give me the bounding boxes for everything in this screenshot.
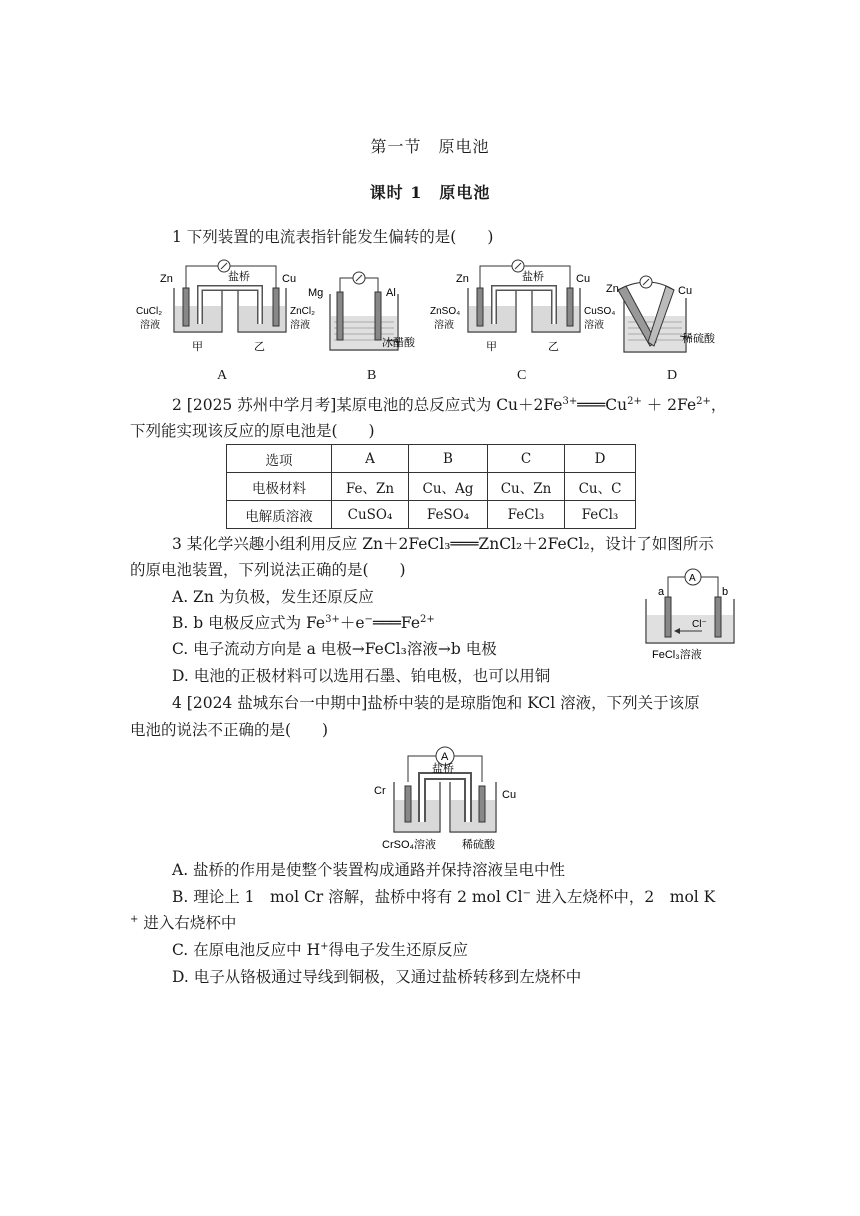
q1a-right-solution: ZnCl₂: [290, 306, 315, 317]
q1c-left-electrode: Zn: [456, 273, 469, 285]
q3-option-d: D. 电池的正极材料可以选用石墨、铂电极，也可以用铜: [172, 667, 551, 685]
q2-stem-line2: 下列能实现该反应的原电池是( ): [130, 422, 375, 440]
q4-stem-a: 盐桥中装的是琼脂饱和 KCl 溶液，下列关于该原: [367, 694, 700, 712]
q1a-right-solution-2: 溶液: [290, 320, 310, 331]
q1a-beaker-left: 甲: [192, 341, 203, 353]
q3-optb-a: B. b 电极反应式为 Fe: [172, 614, 326, 632]
q4-option-b: [172, 885, 715, 909]
q1c-beaker-right: 乙: [548, 341, 559, 353]
q4-optb-a: B. 理论上 1 mol Cr 溶解，盐桥中将有 2 mol Cl: [172, 888, 523, 906]
q2-options-table: [226, 444, 636, 529]
q4-optb-line2: 进入右烧杯中: [138, 914, 237, 932]
q1a-beaker-right: 乙: [254, 341, 265, 353]
q3-optb-b: ＋e: [339, 614, 365, 632]
q1-stem: 1 下列装置的电流表指针能发生偏转的是( ): [172, 228, 494, 246]
q1-figure-d: [604, 268, 734, 358]
table-cell: FeCl₃: [565, 501, 636, 529]
table-cell: Cu、Zn: [488, 473, 565, 501]
q1d-solution: 稀硫酸: [682, 333, 715, 345]
q3-optb-sup1: 3+: [325, 613, 340, 625]
q4-meter-label: A: [441, 751, 449, 763]
q2-sup1: 3+: [562, 395, 578, 407]
q3-meter-label: A: [689, 573, 696, 584]
q2-stem-d: ，: [710, 396, 727, 414]
q1b-right-electrode: Al: [386, 287, 396, 299]
q3-stem: 3 某化学兴趣小组利用反应 Zn＋2FeCl₃═══ZnCl₂＋2FeCl₂，设计了如图所示: [172, 535, 714, 553]
table-cell: C: [488, 445, 565, 473]
q4-left-solution: CrSO₄溶液: [382, 839, 436, 851]
q1c-right-solution: CuSO₄: [584, 306, 616, 317]
q3-figure: [640, 565, 740, 665]
q3-ion-label: Cl⁻: [692, 619, 707, 630]
table-row: [227, 445, 636, 473]
table-cell: Fe、Zn: [332, 473, 409, 501]
q1b-left-electrode: Mg: [308, 287, 324, 299]
q2-sup2: 2+: [627, 395, 642, 407]
q4-optc-sup: +: [320, 940, 329, 952]
q1-figure-a: [134, 258, 314, 358]
q2-number: 2: [172, 396, 187, 414]
table-row: [227, 501, 636, 529]
table-cell: FeSO₄: [409, 501, 488, 529]
q1-option-c: C: [517, 368, 527, 383]
q4-right-solution: 稀硫酸: [462, 839, 495, 851]
q4-left-electrode: Cr: [374, 785, 386, 797]
table-cell: 选项: [227, 445, 332, 473]
q1c-bridge: 盐桥: [522, 271, 544, 283]
q4-optb-sup: −: [522, 887, 531, 899]
q2-source: [2025 苏州中学月考]: [186, 396, 337, 414]
table-cell: CuSO₄: [332, 501, 409, 529]
q3-optb-sup2: −: [364, 613, 373, 625]
lesson-title: 课时 1 原电池: [369, 183, 491, 202]
table-cell: 电解质溶液: [227, 501, 332, 529]
q4-option-d: D. 电子从铬极通过导线到铜极，又通过盐桥转移到左烧杯中: [172, 968, 582, 986]
q4-stem-line2: 电池的说法不正确的是( ): [130, 721, 329, 739]
q1-option-a: A: [217, 368, 228, 383]
q1-option-d: D: [667, 368, 678, 383]
q4-optb-b: 进入左烧杯中，2 mol K: [530, 888, 716, 906]
q1a-left-solution-2: 溶液: [140, 320, 160, 331]
q4-stem: [172, 691, 700, 715]
q1d-right-electrode: Cu: [678, 285, 693, 297]
q3-stem-line2: 的原电池装置，下列说法正确的是( ): [130, 561, 406, 579]
q1b-solution: 冰醋酸: [382, 337, 415, 349]
table-cell: Cu、C: [565, 473, 636, 501]
q3-electrode-a: a: [658, 586, 665, 598]
q4-option-a: A. 盐桥的作用是使整个装置构成通路并保持溶液呈电中性: [172, 861, 566, 879]
q1c-right-electrode: Cu: [576, 273, 591, 285]
q1-option-b: B: [367, 368, 377, 383]
q4-option-b-line2: [130, 911, 236, 935]
q4-bridge-label: 盐桥: [432, 763, 454, 775]
q3-electrode-b: b: [722, 586, 729, 598]
q1a-left-solution: CuCl₂: [136, 306, 163, 317]
q2-stem: [172, 393, 726, 417]
q2-stem-b: ═══Cu: [577, 396, 628, 414]
q3-optb-c: ═══Fe: [372, 614, 421, 632]
q3-option-c: C. 电子流动方向是 a 电极→FeCl₃溶液→b 电极: [172, 640, 497, 658]
q1a-left-electrode: Zn: [160, 273, 173, 285]
q1-figure-c: [428, 258, 616, 358]
q2-stem-c: ＋ 2Fe: [641, 396, 697, 414]
q1a-bridge: 盐桥: [228, 271, 250, 283]
table-row: [227, 473, 636, 501]
q1a-right-electrode: Cu: [282, 273, 297, 285]
table-cell: Cu、Ag: [409, 473, 488, 501]
q3-option-b: [172, 611, 435, 635]
table-cell: FeCl₃: [488, 501, 565, 529]
q3-option-a: A. Zn 为负极，发生还原反应: [172, 588, 374, 606]
q4-right-electrode: Cu: [502, 789, 517, 801]
q4-source: [2024 盐城东台一中期中]: [186, 694, 368, 712]
q1d-left-electrode: Zn: [606, 283, 619, 295]
section-title: 第一节 原电池: [370, 137, 490, 156]
table-cell: B: [409, 445, 488, 473]
q1-figure-b: [302, 264, 432, 359]
q4-figure: [370, 742, 530, 854]
q4-optc-a: C. 在原电池反应中 H: [172, 941, 321, 959]
q3-solution-label: FeCl₃溶液: [652, 649, 702, 661]
q2-sup3: 2+: [696, 395, 711, 407]
q4-option-c: [172, 938, 468, 962]
q4-optc-b: 得电子发生还原反应: [328, 941, 469, 959]
q1c-left-solution: ZnSO₄: [430, 306, 461, 317]
table-cell: A: [332, 445, 409, 473]
table-cell: D: [565, 445, 636, 473]
q1c-left-solution-2: 溶液: [434, 320, 454, 331]
q3-optb-sup3: 2+: [420, 613, 435, 625]
q4-optb-line2-sup: +: [130, 913, 139, 925]
q2-stem-a: 某原电池的总反应式为 Cu＋2Fe: [336, 396, 563, 414]
q4-number: 4: [172, 694, 187, 712]
q1c-beaker-left: 甲: [486, 341, 497, 353]
q1c-right-solution-2: 溶液: [584, 320, 604, 331]
table-cell: 电极材料: [227, 473, 332, 501]
